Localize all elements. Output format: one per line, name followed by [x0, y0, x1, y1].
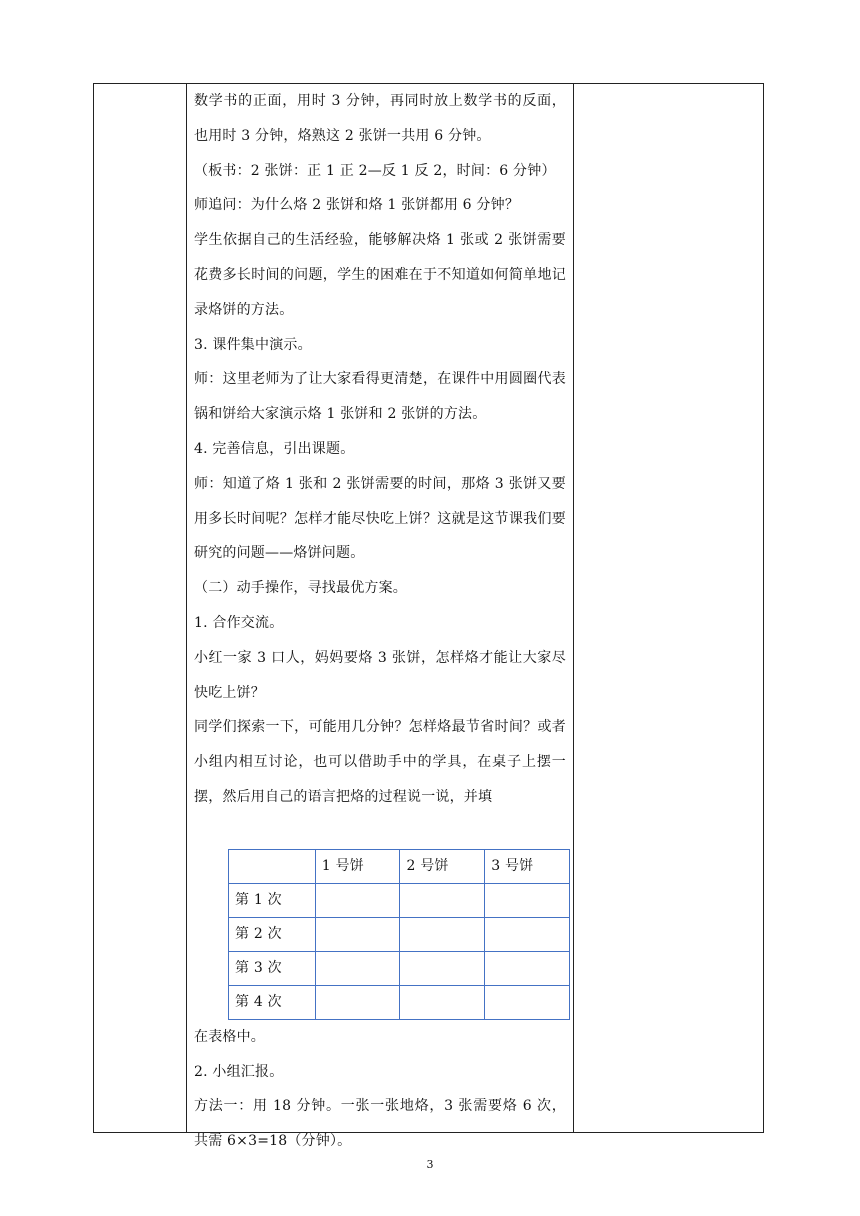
table-header-cell	[229, 849, 316, 883]
column-divider-right	[573, 84, 574, 1132]
paragraph: 方法一：用 18 分钟。一张一张地烙，3 张需要烙 6 次，共需 6×3=18（分钟）。	[194, 1098, 566, 1150]
table-row-label: 第 1 次	[229, 883, 316, 917]
table-row-label: 第 4 次	[229, 985, 316, 1019]
table-cell	[315, 917, 400, 951]
table-cell	[485, 951, 570, 985]
table-row	[229, 883, 570, 917]
paragraph: 数学书的正面，用时 3 分钟，再同时放上数学书的反面，也用时 3 分钟，烙熟这 2 张饼一共用 6 分钟。	[194, 93, 566, 144]
paragraph: 师：知道了烙 1 张和 2 张饼需要的时间，那烙 3 张饼又要用多长时间呢？怎样才能尽快吃上饼？这就是这节课我们要研究的问题——烙饼问题。	[194, 475, 566, 562]
table-row-label: 第 2 次	[229, 917, 316, 951]
table-cell	[315, 951, 400, 985]
table-cell	[400, 985, 485, 1019]
paragraph: 4. 完善信息，引出课题。	[194, 440, 355, 457]
lesson-content	[194, 84, 566, 1159]
column-divider-left	[186, 84, 187, 1132]
page-frame-table	[93, 83, 764, 1150]
paragraph: 师追问：为什么烙 2 张饼和烙 1 张饼都用 6 分钟？	[194, 197, 520, 214]
table-header-row	[229, 849, 570, 883]
table-header-cell: 3 号饼	[485, 849, 570, 883]
table-cell	[315, 883, 400, 917]
table-cell	[485, 985, 570, 1019]
table-cell	[400, 951, 485, 985]
spacer	[194, 815, 566, 849]
table-row	[229, 951, 570, 985]
table-cell	[485, 917, 570, 951]
paragraph: 1. 合作交流。	[194, 614, 284, 631]
table-cell	[400, 883, 485, 917]
table-row	[229, 917, 570, 951]
post-table-content	[194, 1020, 566, 1159]
table-cell	[485, 883, 570, 917]
table-cell	[400, 917, 485, 951]
paragraph: 2. 小组汇报。	[194, 1063, 284, 1080]
paragraph: 学生依据自己的生活经验，能够解决烙 1 张或 2 张饼需要花费多长时间的问题，学生的困难在于不知道如何简单地记录烙饼的方法。	[194, 232, 566, 318]
paragraph: （板书：2 张饼：正 1 正 2—反 1 反 2，时间：6 分钟）	[194, 162, 556, 179]
table-cell	[315, 985, 400, 1019]
paragraph: 同学们探索一下，可能用几分钟？怎样烙最节省时间？或者小组内相互讨论，也可以借助手中的学具，在桌子上摆一摆，然后用自己的语言把烙的过程说一说，并填	[194, 719, 566, 805]
paragraph: 师：这里老师为了让大家看得更清楚，在课件中用圆圈代表锅和饼给大家演示烙 1 张饼和 2 张饼的方法。	[194, 371, 566, 423]
table-header-cell: 1 号饼	[315, 849, 400, 883]
table-header-cell: 2 号饼	[400, 849, 485, 883]
pancake-schedule-table	[228, 849, 570, 1020]
page-number: 3	[426, 1158, 434, 1171]
paragraph: 3. 课件集中演示。	[194, 336, 312, 353]
table-row-label: 第 3 次	[229, 951, 316, 985]
paragraph: 在表格中。	[194, 1028, 265, 1045]
paragraph: （二）动手操作，寻找最优方案。	[194, 580, 407, 597]
paragraph: 小红一家 3 口人，妈妈要烙 3 张饼，怎样烙才能让大家尽快吃上饼？	[194, 649, 566, 701]
table-row	[229, 985, 570, 1019]
